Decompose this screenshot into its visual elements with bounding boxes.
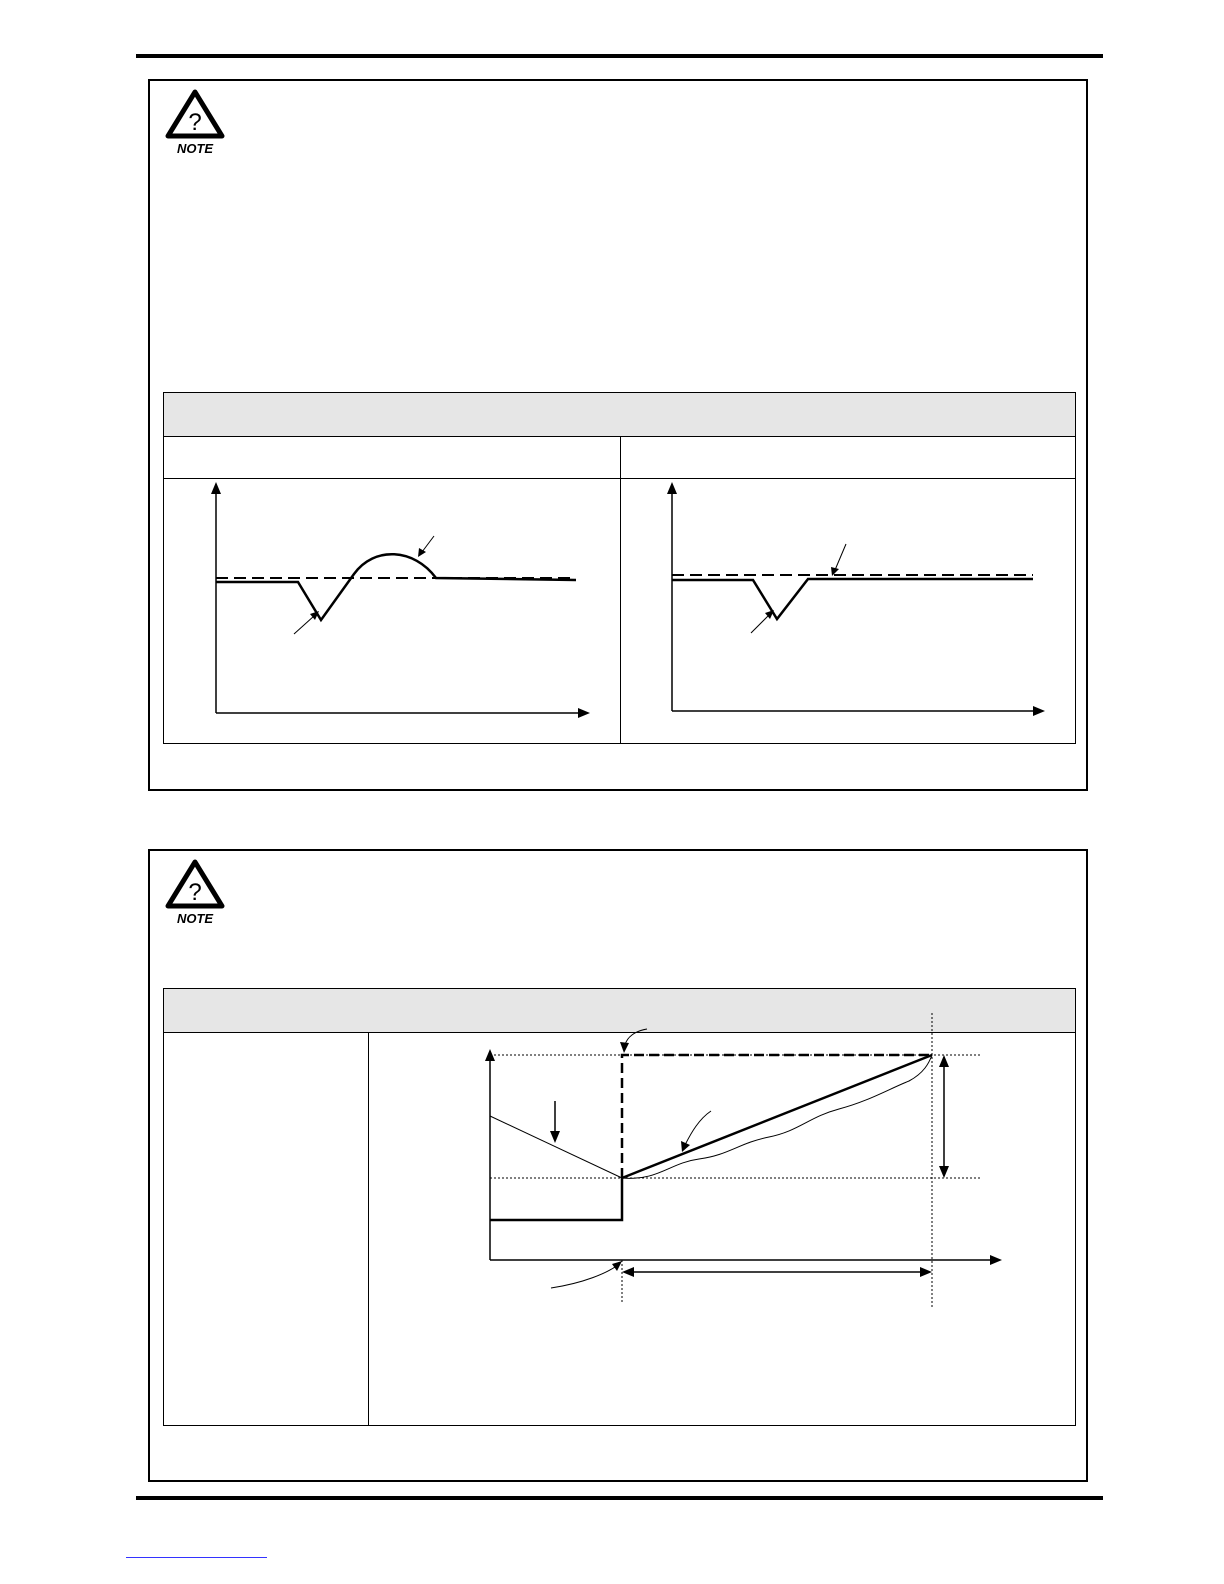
header-rule bbox=[136, 54, 1103, 58]
note1-table-header bbox=[164, 393, 1075, 437]
svg-text:NOTE: NOTE bbox=[176, 141, 214, 156]
note1-graph-right bbox=[621, 478, 1076, 744]
svg-text:NOTE: NOTE bbox=[176, 911, 214, 926]
note-box-2 bbox=[148, 849, 1088, 1482]
note-icon bbox=[164, 858, 226, 926]
note2-graph bbox=[369, 1033, 1076, 1426]
footer-rule bbox=[136, 1496, 1103, 1500]
svg-text:?: ? bbox=[188, 879, 202, 906]
note2-table bbox=[163, 988, 1076, 1426]
svg-text:?: ? bbox=[188, 109, 202, 136]
note-box-1 bbox=[148, 79, 1088, 791]
footer-link-underline[interactable] bbox=[126, 1557, 267, 1558]
note2-table-header bbox=[164, 989, 1075, 1033]
note1-graph-left bbox=[164, 478, 620, 744]
note-icon bbox=[164, 88, 226, 156]
note1-table bbox=[163, 392, 1076, 744]
